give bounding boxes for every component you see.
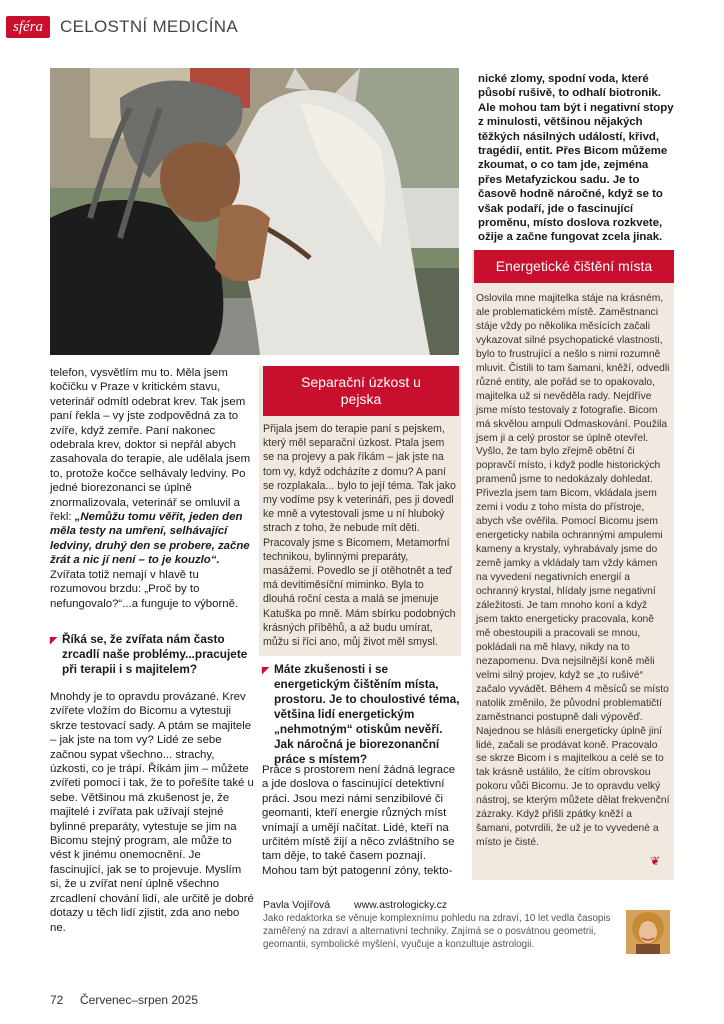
- column-right-top: [478, 72, 674, 245]
- article-photo: [50, 68, 459, 355]
- section-title: CELOSTNÍ MEDICÍNA: [60, 17, 238, 36]
- question-1: [50, 632, 254, 677]
- box-2-title: Energetické čištění místa: [474, 250, 674, 283]
- author-web-link[interactable]: www.astrologicky.cz: [354, 899, 448, 911]
- answer-1: [50, 690, 255, 935]
- pull-quote: „Nemůžu tomu věřit, jeden den měla testy na umření, selhávající ledviny, druhý den se probere, začne žrát a nic jí není – to je kouzlo“.: [50, 511, 250, 567]
- issue-date: Červenec–srpen 2025: [80, 993, 199, 1007]
- box-1-text: Přijala jsem do terapie paní s pejskem, který měl separační úzkost. Ptala jsem se na projevy a pak říkám – jak jste na tom vy, když odcházíte z domu? A paní se rozplakala... bylo to její téma. Tak jako my vodíme psy k veterináři, pes ji dovedl ke mně a vytestovali jsme u ní hluboký strach z toho, že nebude mít děti. Pracovaly jsme s Bicomem, Metamorfní technikou, bylinnými preparáty, masážemi. Povedlo se jí otěhotnět a teď má devítiměsíční miminko. Byla to dlouhá roční cesta a malá se jmenuje Katuška po mně. Mám sbírku podobných krásných příběhů, a až budu umírat, můžu si říci ano, můj život měl smysl.: [263, 423, 456, 649]
- question-text: Říká se, že zvířata nám často zrcadlí naše problémy...pracujete při terapii i s majitelem?: [62, 632, 248, 676]
- author-portrait: [626, 910, 670, 954]
- brand-logo: sféra: [6, 16, 50, 38]
- end-mark-icon: ❦: [650, 854, 661, 868]
- question-text: Máte zkušenosti i se energetickým čištěním místa, prostoru. Je to choulostivé téma, většina lidí energetickým „nehmotným“ otiskům nevěří. Jak náročná je biorezonanční práce s místem?: [274, 662, 460, 766]
- triangle-bullet-icon: ◤: [262, 665, 269, 675]
- box-2-text: Oslovila mne majitelka stáje na krásném, ale problematickém místě. Zaměstnanci stáje vždy po několika měsících začali vykazovat silné psychopatické vlastnosti, bylo to frustrující a nešlo s nimi rozumně mluvit. Čistili to tam šamani, kněží, odvedli různé entity, ale pořád se to opakovalo, majitelka už si nevěděla rady. Nejdříve jsme místo testovaly z fotografie. Bicom má skvělou ampuli Odmaskování. Použila jsem ji a celý prostor se úplně otevřel. Vyšlo, že tam bylo zřejmě obětní či popravčí místo, i když podle historických pramenů jsme to nedokázaly dohledat. Přivezla jsem tam Bicom, vkládala jsem zemi i vodu z toho místa do přístroje, abych vše ověřila. Pomocí Bicomu jsem energeticky nabila ochrannými ampulemi kameny a krystaly, vyhrabávaly jsme do země jamky a vkládaly tam vždy kámen na vyvedení negativních energií a ochranný krystal, hlídaly jsme negativní záležitosti. Je tam mnoho koní a když jsem takto energeticky pracovala, koně mě obestoupili a pracovali se mnou, pokládali na mě hlavy, nikdy na to nezapomenu. Dva nejsilnější koně měli velmi silný projev, když se „to rušivé“ začalo vyvádět. Během 4 měsíců se místo natolik změnilo, že původní problematičtí zaměstnanci postupně dali výpověď. Najednou se hlásili energeticky úplně jiní lidé, začali se prodávat koně. Pracovalo se skrze Bicom i s majitelkou a celé se to tak krásně ustálilo, že cítím obrovskou pokoru vůči Bicomu. Je to opravdu velký nástroj, se kterým můžete dělat frekvenční zázraky. Když přišli zpátky kněží a šamani, potvrdili, že už je to vyvedené a místo je čisté.: [476, 293, 670, 849]
- answer-2: [262, 763, 460, 878]
- page-number: 72: [50, 993, 64, 1007]
- paragraph: [50, 366, 255, 611]
- column-left: [50, 366, 255, 611]
- question-2: [262, 662, 460, 767]
- author-name: Pavla Vojířová: [263, 899, 331, 911]
- box-1-title: Separační úzkost u pejska: [263, 366, 459, 416]
- horse-kiss-photo: [50, 68, 459, 355]
- continued-text: nické zlomy, spodní voda, které působí rušivě, to odhalí biotronik. Ale mohou tam být i negativní stopy z minulosti, většinou nějakých těžkých násilných událostí, křivd, tragédií, entit. Přes Bicom můžeme zkoumat, o co tam jde, zejména přes Metafyzickou sadu. Je to časově hodně náročné, když se to však podaří, jde o fascinující proměnu, místo doslova rozkvete, ožije a začne fungovat zcela jinak.: [478, 73, 674, 244]
- triangle-bullet-icon: ◤: [50, 635, 57, 645]
- intro-text: telefon, vysvětlím mu to. Měla jsem kočičku v Praze v kritickém stavu, veterinář odmítl odebrat krev. Tak jsem paní řekla – vy jste zodpovědná za to zvíře, když zemře. Paní nakonec odebrala krev, doktor si nepřál abych zasahovala do terapie, ale udělala jsem to, protože kočce selhávaly ledviny. Po jedné biorezonanci se úplně znormalizovala, veterinář se omluvil a řekl:: [50, 367, 251, 524]
- answer-text: Mnohdy je to opravdu provázané. Krev zvířete vložím do Bicomu a vytestuji skrze testovací sady. A ptám se majitele – jak jste na tom vy? Lidé ze sebe začnou sypat všechno... strachy, úzkosti, co je trápí. Říkám jim – můžete zvířeti pomoci i tak, že to pořešíte také u sebe. Většinou má zkušenost je, že majitelé i zvířata pak užívají stejné bylinné preparáty, vytestuje se jim na Bicomu stejný program, ale může to vést k jinému onemocnění. Je fascinující, jak se to projevuje. Myslím si, že u zvířat není úplně všechno zrcadlení chování lidí, ale určitě je dobré dotazy u těch lidí zjistit, zda ano nebo ne.: [50, 691, 254, 934]
- author-photo: [626, 910, 670, 954]
- answer-text: Práce s prostorem není žádná legrace a jde doslova o fascinující detektivní práci. Jsou mezi námi senzibilové či geomanti, kteří energie různých míst vnímají a umějí načítat. Lidé, kteří na určitém místě žijí a něco zvláštního se tam děje, to také časem poznají. Mohou tam být patogenní zóny, tekto-: [262, 764, 456, 877]
- intro-after: Zvířata totiž nemají v hlavě tu rozumovou brzdu: „Proč by to nefungovalo?“...a funguje to výborně.: [50, 568, 239, 610]
- author-bio: Jako redaktorka se věnuje komplexnímu pohledu na zdraví, 10 let vedla časopis zaměřený na zdraví a alternativní techniky. Zajímá se o posvátnou geometrii, geomantii, symbolické myšlení, vyučuje a konzultuje astrologii.: [263, 913, 611, 950]
